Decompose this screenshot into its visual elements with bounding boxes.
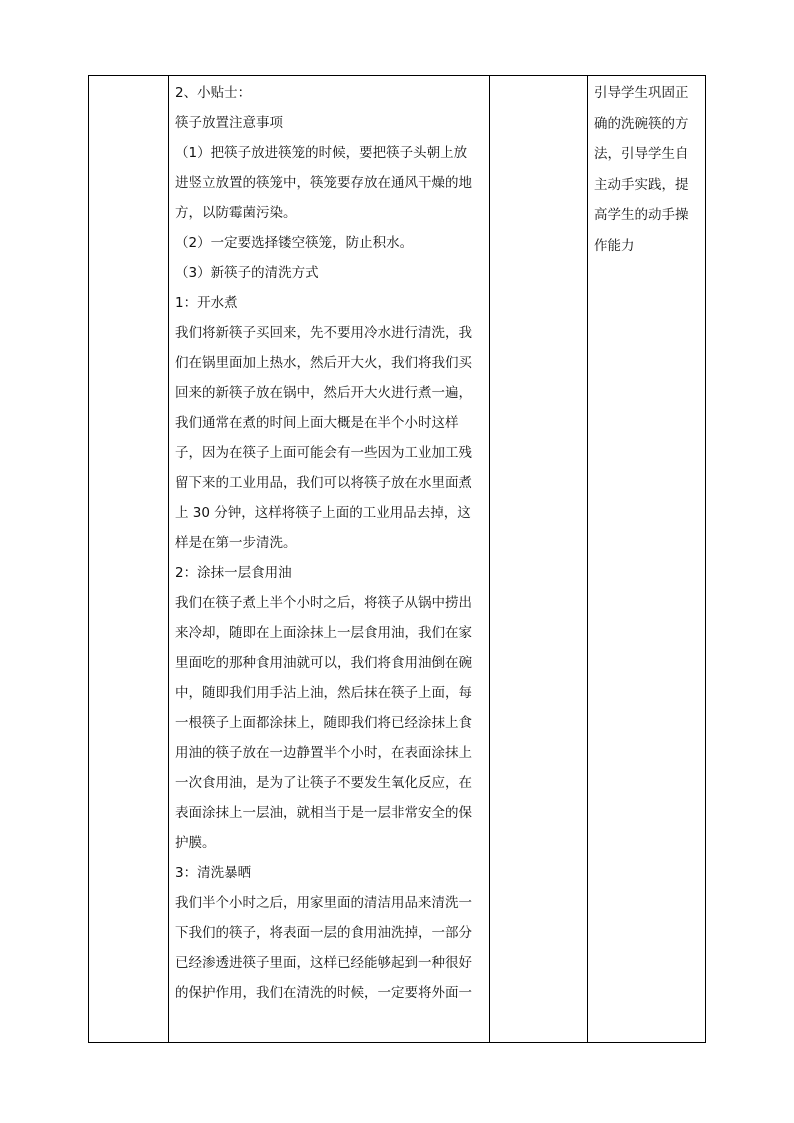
lesson-table [88,75,706,1043]
content-line: 3：清洗暴晒 [175,865,252,881]
content-line: 我们将新筷子买回来，先不要用冷水进行清洗，我 [175,325,472,341]
content-line: 已经渗透进筷子里面，这样已经能够起到一种很好 [175,955,472,971]
column-divider [168,76,169,1042]
content-line: 我们半个小时之后，用家里面的清洁用品来清洗一 [175,895,472,911]
content-line: 一根筷子上面都涂抹上，随即我们将已经涂抹上食 [175,715,472,731]
content-line: 表面涂抹上一层油，就相当于是一层非常安全的保 [175,805,472,821]
content-line: 子，因为在筷子上面可能会有一些因为工业加工残 [175,445,472,461]
content-line: （1）把筷子放进筷笼的时候，要把筷子头朝上放 [175,145,468,161]
content-line: 的保护作用，我们在清洗的时候，一定要将外面一 [175,985,472,1001]
content-line: 方，以防霉菌污染。 [175,205,297,221]
content-line: 1：开水煮 [175,295,238,311]
content-line: 筷子放置注意事项 [175,115,283,131]
content-line: 留下来的工业用品，我们可以将筷子放在水里面煮 [175,475,472,491]
column-divider [587,76,588,1042]
content-line: 们在锅里面加上热水，然后开大火，我们将我们买 [175,355,472,371]
content-line: 下我们的筷子，将表面一层的食用油洗掉，一部分 [175,925,472,941]
content-line: 回来的新筷子放在锅中，然后开大火进行煮一遍， [175,385,472,401]
note-line: 引导学生巩固正 [594,85,689,101]
note-line: 确的洗碗筷的方 [594,115,689,132]
content-cell [175,78,490,1008]
content-line: 来冷却，随即在上面涂抹上一层食用油，我们在家 [175,625,472,641]
content-line: 我们在筷子煮上半个小时之后，将筷子从锅中捞出 [175,595,472,611]
note-line: 作能力 [594,237,635,254]
note-line: 高学生的动手操 [594,207,689,223]
content-line: 护膜。 [175,835,216,851]
content-line: 进竖立放置的筷笼中，筷笼要存放在通风干燥的地 [175,175,472,191]
content-line: 中，随即我们用手沾上油，然后抹在筷子上面，每 [175,685,472,701]
content-line: 上 30 分钟，这样将筷子上面的工业用品去掉，这 [175,505,471,521]
content-line: 里面吃的那种食用油就可以，我们将食用油倒在碗 [175,655,472,671]
note-cell [594,78,702,261]
content-line: 我们通常在煮的时间上面大概是在半个小时这样 [175,415,459,431]
content-line: 一次食用油，是为了让筷子不要发生氧化反应，在 [175,775,472,791]
content-line: 2：涂抹一层食用油 [175,565,292,581]
note-line: 法，引导学生自 [594,146,689,162]
content-line: 用油的筷子放在一边静置半个小时，在表面涂抹上 [175,745,472,761]
content-line: 样是在第一步清洗。 [175,535,297,551]
note-line: 主动手实践，提 [594,176,689,193]
content-line: （3）新筷子的清洗方式 [175,265,319,281]
content-line: （2）一定要选择镂空筷笼，防止积水。 [175,235,414,251]
content-line: 2、小贴士： [175,85,252,101]
